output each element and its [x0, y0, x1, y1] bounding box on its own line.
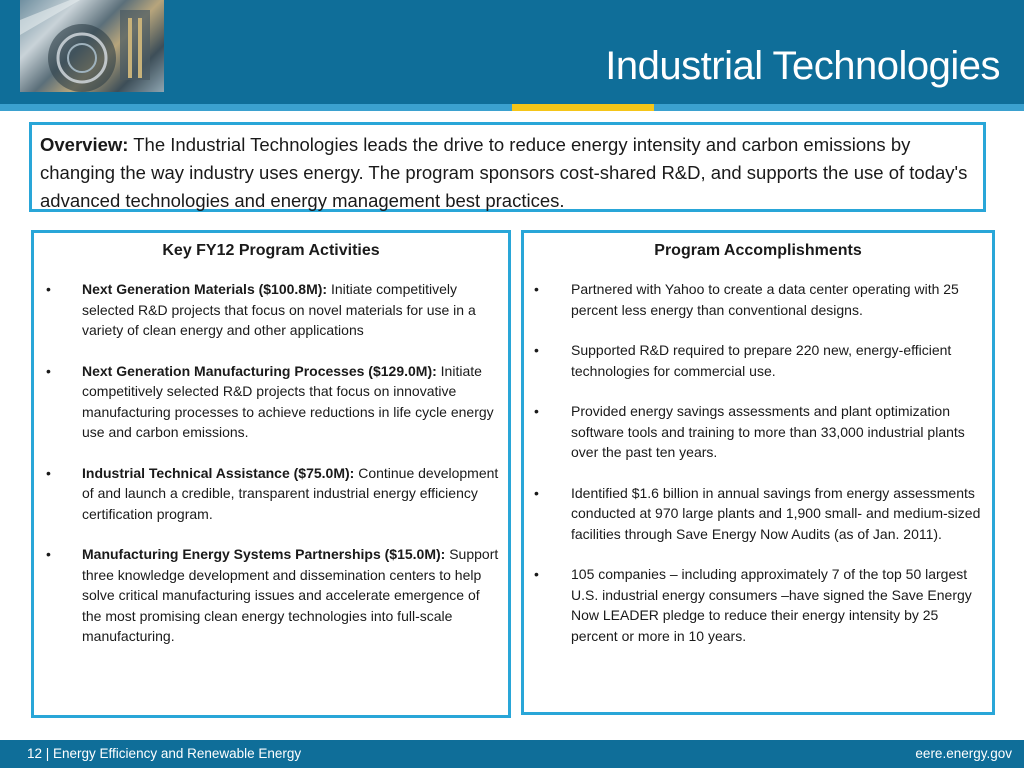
- item-text: Initiate competitively selected R&D projects that focus on innovative manufacturing processes to achieve reductions in life cycle energy use and carbon emissions.: [82, 362, 494, 440]
- accent-stripe-yellow: [512, 104, 654, 111]
- list-item: [524, 340, 992, 381]
- item-text: 105 companies – including approximately 7 of the top 50 largest U.S. industrial energy consumers –have signed the Save Energy Now LEADER pledge to reduce their energy intensity by 25 percent or more in 10 years.: [571, 566, 972, 644]
- page-title: Industrial Technologies: [605, 44, 1000, 88]
- list-item: [34, 463, 508, 525]
- list-item: [34, 361, 508, 443]
- item-lead: Next Generation Manufacturing Processes ($129.0M):: [82, 362, 437, 379]
- accent-stripe: [654, 104, 1024, 111]
- bullet: •: [46, 281, 51, 297]
- accomplishments-heading: Program Accomplishments: [654, 242, 862, 259]
- item-text: Provided energy savings assessments and plant optimization software tools and training to more than 33,000 industrial plants over the past ten years.: [571, 403, 965, 460]
- bullet: •: [46, 546, 51, 562]
- list-item: [524, 401, 992, 463]
- list-item: [524, 279, 992, 320]
- overview-label: Overview:: [40, 134, 129, 155]
- bullet: •: [534, 403, 539, 419]
- bullet: •: [534, 281, 539, 297]
- activities-panel: [31, 230, 511, 718]
- activities-list: [34, 279, 508, 647]
- item-text: Supported R&D required to prepare 220 new, energy-efficient technologies for commercial use.: [571, 342, 952, 379]
- list-item: [34, 544, 508, 647]
- item-text: Identified $1.6 billion in annual savings from energy assessments conducted at 970 large plants and 1,900 small- and medium-sized facilities through Save Energy Now Audits (as of Jan. 2011).: [571, 484, 981, 542]
- list-item: [34, 279, 508, 341]
- overview-text: The Industrial Technologies leads the drive to reduce energy intensity and carbon emissions by changing the way industry uses energy. The program sponsors cost-shared R&D, and supports the use of today's advanced technologies and energy management best practices.: [40, 134, 968, 211]
- bullet: •: [46, 464, 51, 481]
- activities-heading: Key FY12 Program Activities: [162, 242, 380, 259]
- header-bar: [0, 0, 1024, 104]
- item-text: Partnered with Yahoo to create a data center operating with 25 percent less energy than conventional designs.: [571, 281, 959, 318]
- bullet: •: [534, 566, 539, 582]
- footer-bar: [0, 740, 1024, 768]
- industrial-photo: [20, 0, 164, 92]
- item-lead: Industrial Technical Assistance ($75.0M):: [82, 464, 355, 481]
- accent-stripe: [0, 104, 512, 111]
- list-item: [524, 564, 992, 646]
- overview-box: [29, 122, 986, 212]
- accomplishments-list: [524, 279, 992, 646]
- list-item: [524, 483, 992, 545]
- bullet: •: [534, 342, 539, 358]
- item-lead: Next Generation Materials ($100.8M):: [82, 281, 328, 297]
- item-text: Continue development of and launch a credible, transparent industrial energy efficiency certification program.: [82, 464, 499, 522]
- accomplishments-panel: [521, 230, 995, 715]
- item-text: Initiate competitively selected R&D projects that focus on novel materials for use in a variety of clean energy and other applications: [82, 281, 476, 338]
- item-lead: Manufacturing Energy Systems Partnerships ($15.0M):: [82, 546, 446, 562]
- bullet: •: [534, 484, 539, 501]
- footer-page-label: 12 | Energy Efficiency and Renewable Energy: [27, 746, 302, 761]
- item-text: Support three knowledge development and dissemination centers to help solve critical manufacturing issues and accelerate emergence of the most promising clean energy technologies into full-scale manufacturing.: [82, 546, 499, 644]
- bullet: •: [46, 362, 51, 379]
- footer-website-link[interactable]: eere.energy.gov: [915, 746, 1012, 761]
